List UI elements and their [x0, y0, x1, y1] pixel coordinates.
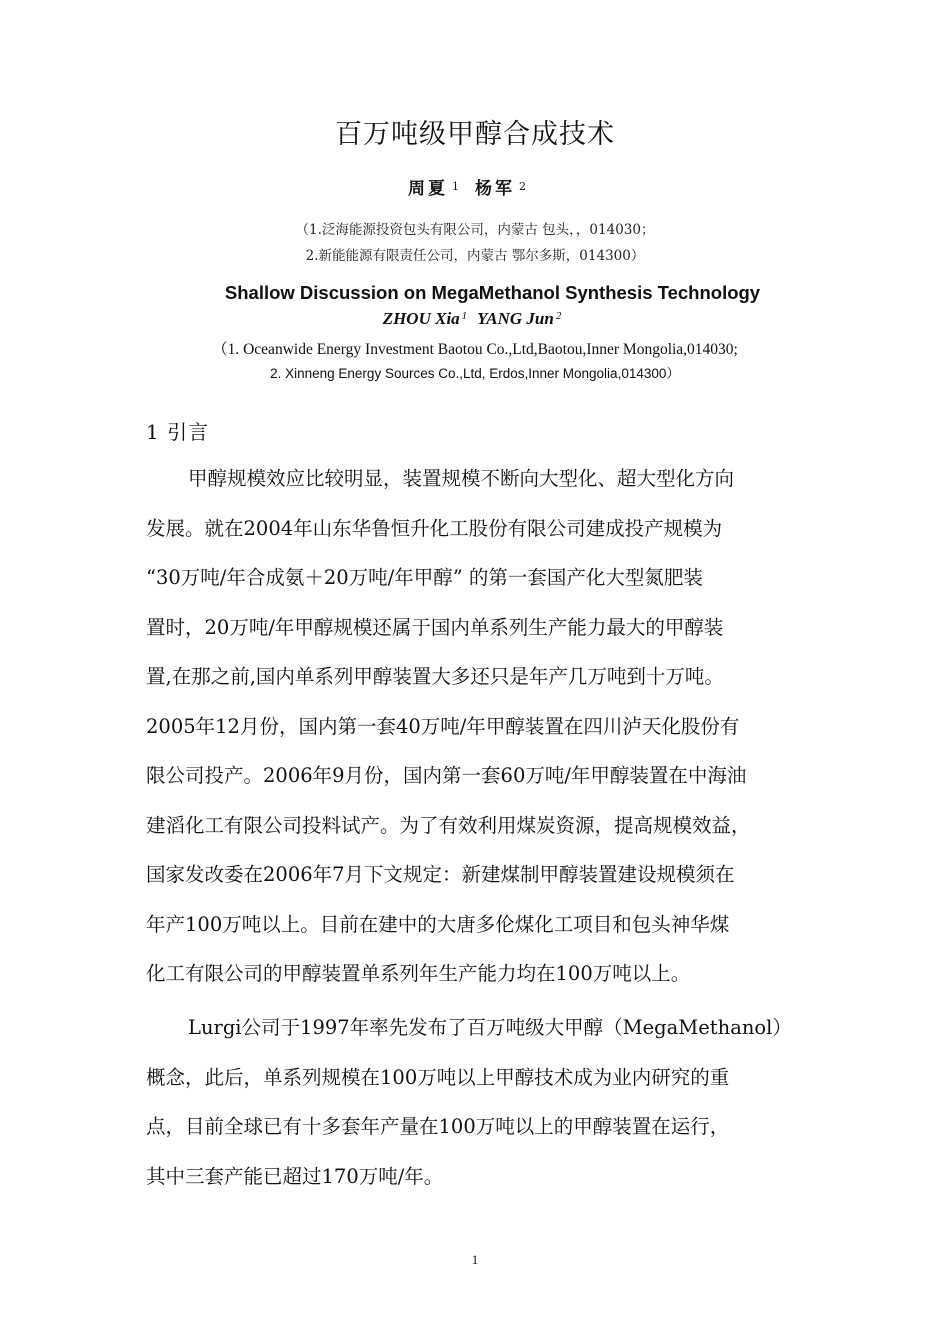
paragraph-line: 其中三套产能已超过170万吨/年。 [146, 1164, 444, 1188]
author-name: 周夏 [408, 179, 448, 199]
author-name: YANG Jun [477, 309, 554, 328]
authors-en [0, 309, 950, 329]
paragraph-line: 化工有限公司的甲醇装置单系列年生产能力均在100万吨以上。 [146, 962, 691, 985]
paragraph-line: Lurgi公司于1997年率先发布了百万吨级大甲醇（MegaMethanol） [188, 1016, 792, 1039]
paragraph-line: 置,在那之前,国内单系列甲醇装置大多还只是年产几万吨到十万吨。 [146, 665, 724, 688]
paragraph-line: 点，目前全球已有十多套年产量在100万吨以上的甲醇装置在运行， [146, 1115, 730, 1138]
document-title-en: Shallow Discussion on MegaMethanol Synthesis Technology [224, 282, 761, 303]
paragraph-line: 2005年12月份，国内第一套40万吨/年甲醇装置在四川泸天化股份有 [146, 714, 740, 738]
author-affiliation-mark: 2 [519, 180, 526, 193]
author-name: 杨军 [475, 179, 515, 199]
author-affiliation-mark: 1 [452, 180, 459, 193]
paragraph [146, 1003, 806, 1201]
affiliation-cn-line: （1.泛海能源投资包头有限公司，内蒙古 包头，，014030； [295, 222, 655, 238]
author-affiliation-mark: 1 [461, 310, 468, 322]
paragraph-line: 年产100万吨以上。目前在建中的大唐多伦煤化工项目和包头神华煤 [146, 912, 730, 936]
affiliation-cn-line: 2.新能能源有限责任公司，内蒙古 鄂尔多斯，014300） [305, 248, 645, 264]
paragraph-line: 发展。就在2004年山东华鲁恒升化工股份有限公司建成投产规模为 [146, 516, 723, 540]
author-affiliation-mark: 2 [555, 310, 562, 322]
paragraph-line: 置时，20万吨/年甲醇规模还属于国内单系列生产能力最大的甲醇装 [146, 615, 724, 639]
document-title-cn: 百万吨级甲醇合成技术 [335, 119, 615, 150]
paragraph-line: 建滔化工有限公司投料试产。为了有效利用煤炭资源，提高规模效益， [146, 813, 751, 837]
paragraph [146, 454, 806, 999]
paragraph-line: 概念，此后，单系列规模在100万吨以上甲醇技术成为业内研究的重 [146, 1065, 730, 1089]
paragraph-line: 限公司投产。2006年9月份，国内第一套60万吨/年甲醇装置在中海油 [146, 764, 747, 787]
paragraph-line: 国家发改委在2006年7月下文规定：新建煤制甲醇装置建设规模须在 [146, 863, 735, 886]
paragraph-line: 甲醇规模效应比较明显，装置规模不断向大型化、超大型化方向 [188, 467, 735, 490]
page-number: 1 [471, 1252, 479, 1267]
paragraph-line: “30万吨/年合成氨＋20万吨/年甲醇” 的第一套国产化大型氮肥装 [146, 566, 703, 589]
section-heading: 1 引言 [146, 420, 210, 444]
author-name: ZHOU Xia [382, 309, 460, 328]
authors-cn [0, 174, 950, 199]
affiliation-en-line: 2. Xinneng Energy Sources Co.,Ltd, Erdos,Inner Mongolia,014300） [270, 366, 680, 381]
affiliation-en-line: （1. Oceanwide Energy Investment Baotou Co.,Ltd,Baotou,Inner Mongolia,014030; [212, 341, 738, 358]
